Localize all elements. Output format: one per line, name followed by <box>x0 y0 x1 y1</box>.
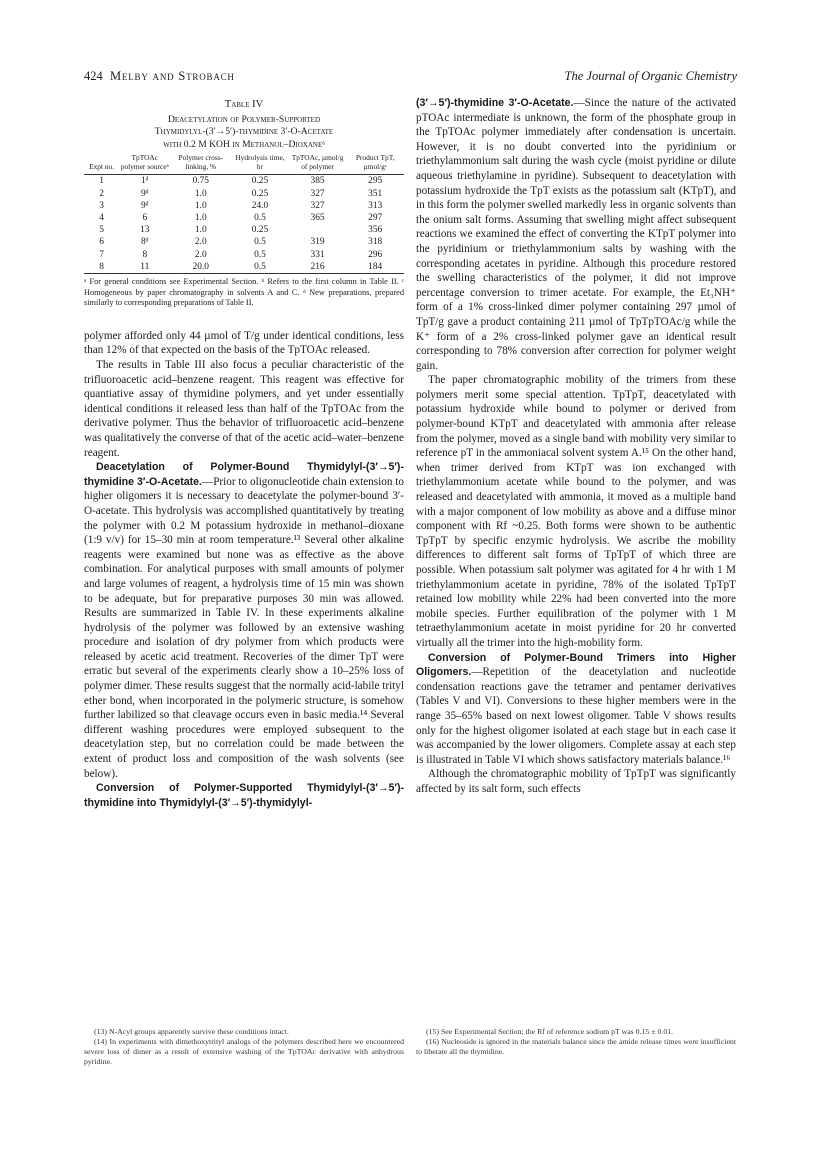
table-cell: 1.0 <box>194 200 207 211</box>
paragraph <box>416 373 736 650</box>
table-cell: 216 <box>310 261 325 272</box>
table-cell: 2.0 <box>194 237 207 248</box>
column-header: Hydrolysis time, hr <box>235 153 285 171</box>
table-cell: 8 <box>142 249 148 260</box>
right-column <box>416 96 736 797</box>
table-cell: 24.0 <box>251 200 269 211</box>
table-caption-line: with 0.2 M KOH in Methanol–Dioxaneᵃ <box>163 138 325 150</box>
table-cell: 385 <box>310 176 325 187</box>
running-header <box>84 69 737 89</box>
table-cell: 7 <box>99 249 104 260</box>
column-header: Expt no. <box>89 161 115 171</box>
paragraph-text: polymer afforded only 44 µmol of T/g under identical conditions, less than 12% of that expected on the basis of the TpTOAc released. <box>84 329 404 357</box>
table-cell: 0.5 <box>254 249 266 260</box>
page-number: 424 <box>84 69 103 83</box>
table-row <box>84 249 404 261</box>
table-caption-line: Deacetylation of Polymer-Supported <box>167 114 321 125</box>
table-cell: 297 <box>368 213 383 224</box>
table-row <box>84 224 404 236</box>
table-cell: 296 <box>368 249 383 260</box>
paragraph <box>84 358 404 460</box>
table-cell: 1 <box>99 176 104 187</box>
column-header: Polymer cross-linking, % <box>178 153 224 171</box>
table-cell: 0.25 <box>251 176 269 187</box>
table-cell: 319 <box>310 237 325 248</box>
table-cell: 0.5 <box>254 261 266 272</box>
paragraph <box>84 329 404 358</box>
table-row <box>84 188 404 200</box>
table-row <box>84 200 404 212</box>
footnote: (16) Nucleoside is ignored in the materials balance since the amide release times were insufficient to liberate all the thymidine. <box>416 1037 736 1056</box>
table-cell: 356 <box>368 225 383 236</box>
table-cell: 2.0 <box>194 249 207 260</box>
paragraph <box>416 96 736 373</box>
footnotes-left <box>84 1027 404 1067</box>
table-cell: 5 <box>99 225 104 236</box>
table-caption-line: Thymidylyl-(3′→5′)-thymidine 3′-O-Acetate <box>154 126 334 138</box>
column-header: Product TpT, µmol/gᶜ <box>355 153 395 171</box>
table-cell: 3 <box>99 200 104 211</box>
table-cell: 2 <box>99 188 104 199</box>
section-heading: Conversion of Polymer-Supported Thymidylyl-(3′→5′)-thymidine into Thymidylyl-(3′→5′)-thymidylyl- <box>84 782 404 809</box>
table-cell: 20.0 <box>192 261 209 272</box>
paragraph-text: —Since the nature of the activated pTOAc intermediate is unknown, the form of the phosphate group in the TpTOAc polymer immediately after condensation is uncertain. However, it is no doubt converted into the pyridinium or triethylammonium salt during the wash cycle (moist pyridine or dilute aqueous triethylamine in pyridine). Subsequent to deacetylation with potassium hydroxide the TpT exists as the potassium salt (KTpT), and in this form the polymer swelled markedly less in organic solvents than the onium salt forms. Assuming that swelling might affect subsequent reactions we examined the effect of converting the KTpT polymer into the pyridinium or triethylammonium salts by washing with the corresponding acetates in pyridine. Although this procedure restored the swelling characteristics of the polymer, it did not improve percentage conversion to trimer acetate. For example, the Et₃NH⁺ form of a 1% cross-linked dimer polymer containing 297 µmol of TpT/g gave a product containing 211 µmol of TpTpTOAc/g while the K⁺ form of a 2% cross-linked polymer gave an identical result corresponding to 78% conversion after correction for polymer weight gain. <box>416 97 736 372</box>
table-cell: 351 <box>368 188 383 199</box>
table-title: Table IV <box>224 99 264 110</box>
paragraph-text: The results in Table III also focus a peculiar characteristic of the trifluoroacetic acid–benzene reagent. This reagent was effective for quantiative assay of thymidine polymers, and yet under essentially identical conditions it released less than half of the TpTOAc from the derivative polymer. Thus the behavior of trifluoroacetic acid–benzene was qualitatively the converse of that of the acetic acid–water–benzene reagent. <box>84 359 404 459</box>
right-body-text <box>416 96 736 797</box>
table-row <box>84 236 404 248</box>
table-header-row <box>84 154 404 175</box>
footnotes-right <box>416 1027 736 1057</box>
table-cell: 327 <box>310 188 325 199</box>
table-row <box>84 212 404 224</box>
table-cell: 9ᵈ <box>140 200 149 211</box>
column-header: TpTOAc polymer sourceᵇ <box>120 153 169 171</box>
table-cell: 318 <box>368 237 383 248</box>
table-cell: 295 <box>368 176 383 187</box>
table-cell: 184 <box>368 261 383 272</box>
table-cell: 1.0 <box>194 188 207 199</box>
journal-title: The Journal of Organic Chemistry <box>564 69 737 83</box>
results-table <box>84 154 404 274</box>
table-row <box>84 261 404 274</box>
table-caption <box>84 114 404 151</box>
table-cell: 0.5 <box>254 237 266 248</box>
table-cell: 9ᵈ <box>140 188 149 199</box>
table-body <box>84 175 404 274</box>
table-cell: 1.0 <box>194 213 207 224</box>
paragraph-text: —Repetition of the deacetylation and nucleotide condensation reactions gave the tetramer and pentamer derivatives (Tables V and VI). Conversions to these higher members were in the range 35–65% based on next lowest oligomer. Table V shows results only for the highest oligomer isolated at each stage but in each case it was accompanied by the lower oligomers. Complete assay at each step is illustrated in Table VI which shows satisfactory materials balance.¹⁶ <box>416 666 736 766</box>
table-cell: 0.25 <box>251 225 269 236</box>
table-cell: 6 <box>99 237 104 248</box>
running-authors: Melby and Strobach <box>110 69 235 83</box>
footnote: (15) See Experimental Section; the Rf of reference sodium pT was 0.15 ± 0.01. <box>426 1027 674 1036</box>
paragraph-text: —Prior to oligonucleotide chain extension to higher oligomers it is necessary to deacetylate the polymer-bound 3′-O-acetate. This hydrolysis was accomplished quantitatively by treating the polymer with 0.2 M potassium hydroxide in methanol–dioxane (1:9 v/v) for 15–30 min at room temperature.¹³ Several other alkaline reagents were examined but none was as effective as the above combination. For analytical purposes with small amounts of polymer and large volumes of reagent, a hydrolysis time of 15 min was shown to be adequate, but for preparative purposes 30 min was allowed. Results are summarized in Table IV. In these experiments alkaline hydrolysis of the polymer was followed by an extensive washing procedure and isolation of dry polymer from which products were released by acetic acid treatment. Recoveries of the dimer TpT were erratic but several of the experiments clearly show a 10–25% loss of polymer dimer. These results suggest that the normally acid-labile trityl ether bond, when incorporated in the polymeric structure, is somehow further labilized so that cleavage occurs even in basic media.¹⁴ Several different washing procedures were employed subsequent to the deacetylation step, but no correlation could be made between the extent of product loss and composition of the wash solvents (see below). <box>84 475 404 780</box>
table-cell <box>289 224 347 236</box>
table-cell: 8 <box>99 261 104 272</box>
table-cell: 0.25 <box>251 188 269 199</box>
footnote: (13) N-Acyl groups apparently survive these conditions intact. <box>94 1027 289 1036</box>
table-cell: 8ᵈ <box>140 237 149 248</box>
section-heading: Conversion of Polymer-Bound Trimers into Higher Oligomers. <box>416 651 736 679</box>
section-heading: Deacetylation of Polymer-Bound Thymidylyl-(3′→5′)-thymidine 3′-O-Acetate. <box>84 461 404 488</box>
table-cell: 1ᵈ <box>140 176 149 187</box>
left-column <box>84 96 404 810</box>
paragraph <box>84 460 404 781</box>
table-cell: 313 <box>368 200 383 211</box>
table-cell: 0.75 <box>192 176 209 187</box>
table-row <box>84 175 404 188</box>
table-cell: 6 <box>142 213 148 224</box>
left-body-text <box>84 329 404 811</box>
paragraph-text: Although the chromatographic mobility of TpTpT was significantly affected by its salt form, such effects <box>416 768 736 795</box>
table-cell: 331 <box>310 249 325 260</box>
paragraph <box>416 767 736 796</box>
paragraph <box>416 651 736 768</box>
section-heading: (3′→5′)-thymidine 3′-O-Acetate. <box>416 97 574 109</box>
table-cell: 365 <box>310 213 325 224</box>
column-header: TpTOAc, µmol/g of polymer <box>291 153 344 171</box>
footnote: (14) In experiments with dimethoxytrityl analogs of the polymers described here we encountered severe loss of dimer as a result of extensive washing of the TpTOAc derivative with anhydrous pyridine. <box>84 1037 404 1066</box>
paragraph-text: The paper chromatographic mobility of the trimers from these polymers merit some special attention. TpTpT, deacetylated with potassium hydroxide while bound to polymer or derived from polymer-bound KTpT and deacetylated with ammonia after release from the polymer, moved as a single band with mobility very similar to reference pT in the ammoniacal solvent system A.¹⁵ On the other hand, when trimer derived from KTpT was ion exchanged with triethylammonium acetate while bound to the polymer, and was released and deacetylated with ammonia, it moved as a multiple band with a major component of low mobility as above and a diffuse minor component with Rf ~0.25. Both forms were shown to be authentic TpTpT by specific enzymic hydrolysis. We ascribe the mobility differences to different salt forms of TpTpT of which three are possible. When potassium salt polymer was agitated for 4 hr with 1 M triethylammonium acetate in pyridine, 78% of the isolated TpTpT retained low mobility while 22% had been converted into the more mobile species. Further equilibration of the polymer with 1 M tetraethylammonium acetate in moist pyridine for 20 hr converted virtually all the trimer into the high-mobility form. <box>416 374 736 649</box>
table-footnote: ᵃ For general conditions see Experimental Section. ᵇ Refers to the first column in Table II. ᶜ Homogeneous by paper chromatography in solvents A and C. ᵈ New preparations, prepared similarly to corresponding preparations of Table II. <box>84 277 404 308</box>
table-cell: 4 <box>99 213 104 224</box>
table-cell: 13 <box>140 225 150 236</box>
table-cell: 327 <box>310 200 325 211</box>
table-cell: 1.0 <box>194 225 207 236</box>
table-cell: 11 <box>140 261 150 272</box>
paragraph <box>84 781 404 810</box>
table-cell: 0.5 <box>254 213 266 224</box>
